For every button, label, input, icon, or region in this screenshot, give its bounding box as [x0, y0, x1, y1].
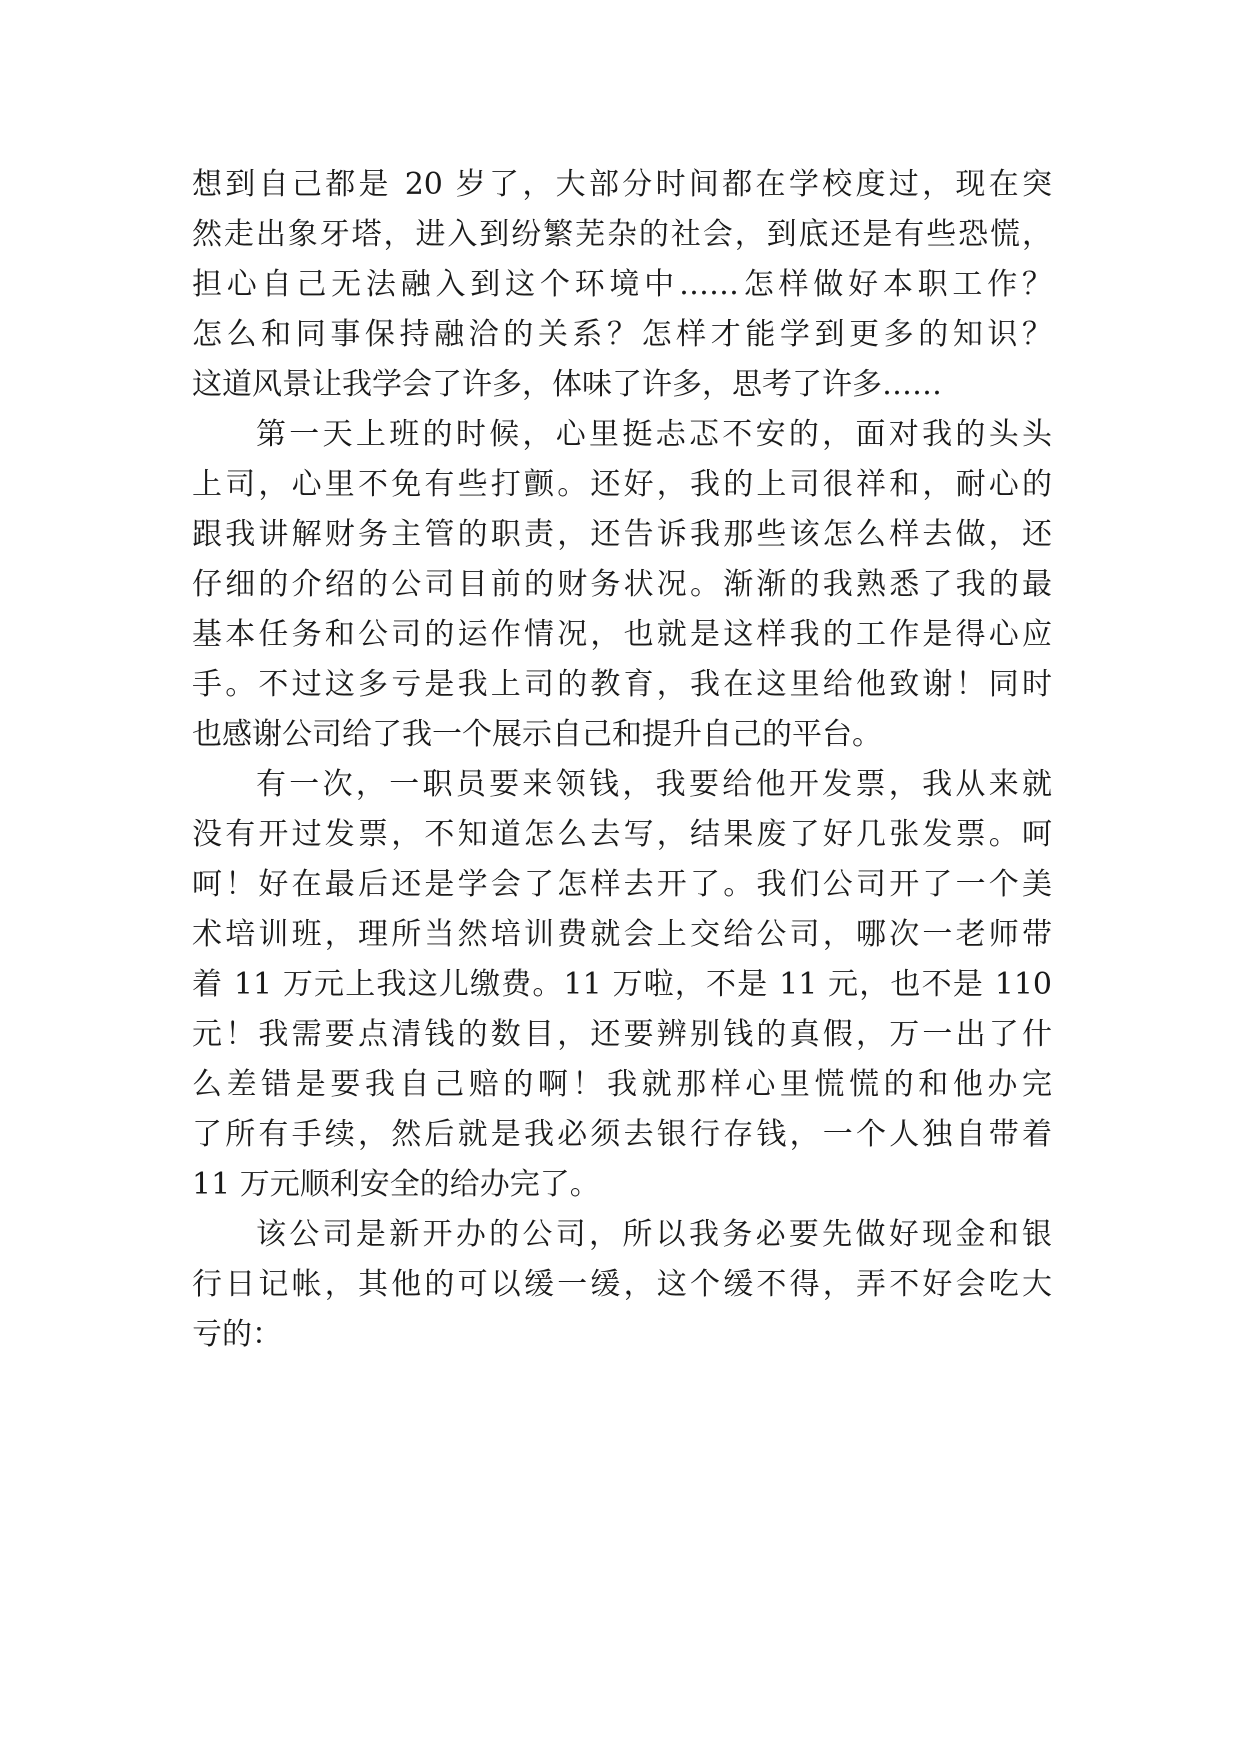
- text-line: 仔细的介绍的公司目前的财务状况。渐渐的我熟悉了我的最: [192, 567, 1052, 602]
- text-line: 着 11 万元上我这儿缴费。11 万啦，不是 11 元，也不是 110: [192, 967, 1052, 1002]
- text-line: 行日记帐，其他的可以缓一缓，这个缓不得，弄不好会吃大: [192, 1267, 1052, 1302]
- text-line: 呵！好在最后还是学会了怎样去开了。我们公司开了一个美: [192, 867, 1052, 902]
- paragraph-3: [192, 760, 1052, 1210]
- text-line: 没有开过发票，不知道怎么去写，结果废了好几张发票。呵: [192, 817, 1052, 852]
- text-line: 跟我讲解财务主管的职责，还告诉我那些该怎么样去做，还: [192, 517, 1052, 552]
- paragraph-4: [192, 1210, 1052, 1360]
- paragraph-2: [192, 410, 1052, 760]
- text-line: 担心自己无法融入到这个环境中……怎样做好本职工作？: [192, 267, 1052, 302]
- text-line: 基本任务和公司的运作情况，也就是这样我的工作是得心应: [192, 617, 1052, 652]
- text-line: 该公司是新开办的公司，所以我务必要先做好现金和银: [256, 1217, 1052, 1252]
- text-line: 手。不过这多亏是我上司的教育，我在这里给他致谢！同时: [192, 667, 1052, 702]
- text-line: 术培训班，理所当然培训费就会上交给公司，哪次一老师带: [192, 917, 1052, 952]
- text-line: 亏的：: [192, 1317, 282, 1352]
- text-line: 么差错是要我自己赔的啊！我就那样心里慌慌的和他办完: [192, 1067, 1052, 1102]
- text-line: 上司，心里不免有些打颤。还好，我的上司很祥和，耐心的: [192, 467, 1052, 502]
- text-line: 怎么和同事保持融洽的关系？怎样才能学到更多的知识？: [192, 317, 1052, 352]
- text-line: 想到自己都是 20 岁了，大部分时间都在学校度过，现在突: [192, 167, 1052, 202]
- text-line: 也感谢公司给了我一个展示自己和提升自己的平台。: [192, 717, 882, 752]
- text-line: 11 万元顺利安全的给办完了。: [192, 1167, 600, 1202]
- text-line: 然走出象牙塔，进入到纷繁芜杂的社会，到底还是有些恐慌，: [192, 217, 1052, 252]
- text-line: 这道风景让我学会了许多，体味了许多，思考了许多……: [192, 367, 942, 402]
- document-body: [192, 160, 1052, 1360]
- text-line: 第一天上班的时候，心里挺忐忑不安的，面对我的头头: [256, 417, 1052, 452]
- paragraph-1: [192, 160, 1052, 410]
- text-line: 元！我需要点清钱的数目，还要辨别钱的真假，万一出了什: [192, 1017, 1052, 1052]
- text-line: 有一次，一职员要来领钱，我要给他开发票，我从来就: [256, 767, 1052, 802]
- text-line: 了所有手续，然后就是我必须去银行存钱，一个人独自带着: [192, 1117, 1052, 1152]
